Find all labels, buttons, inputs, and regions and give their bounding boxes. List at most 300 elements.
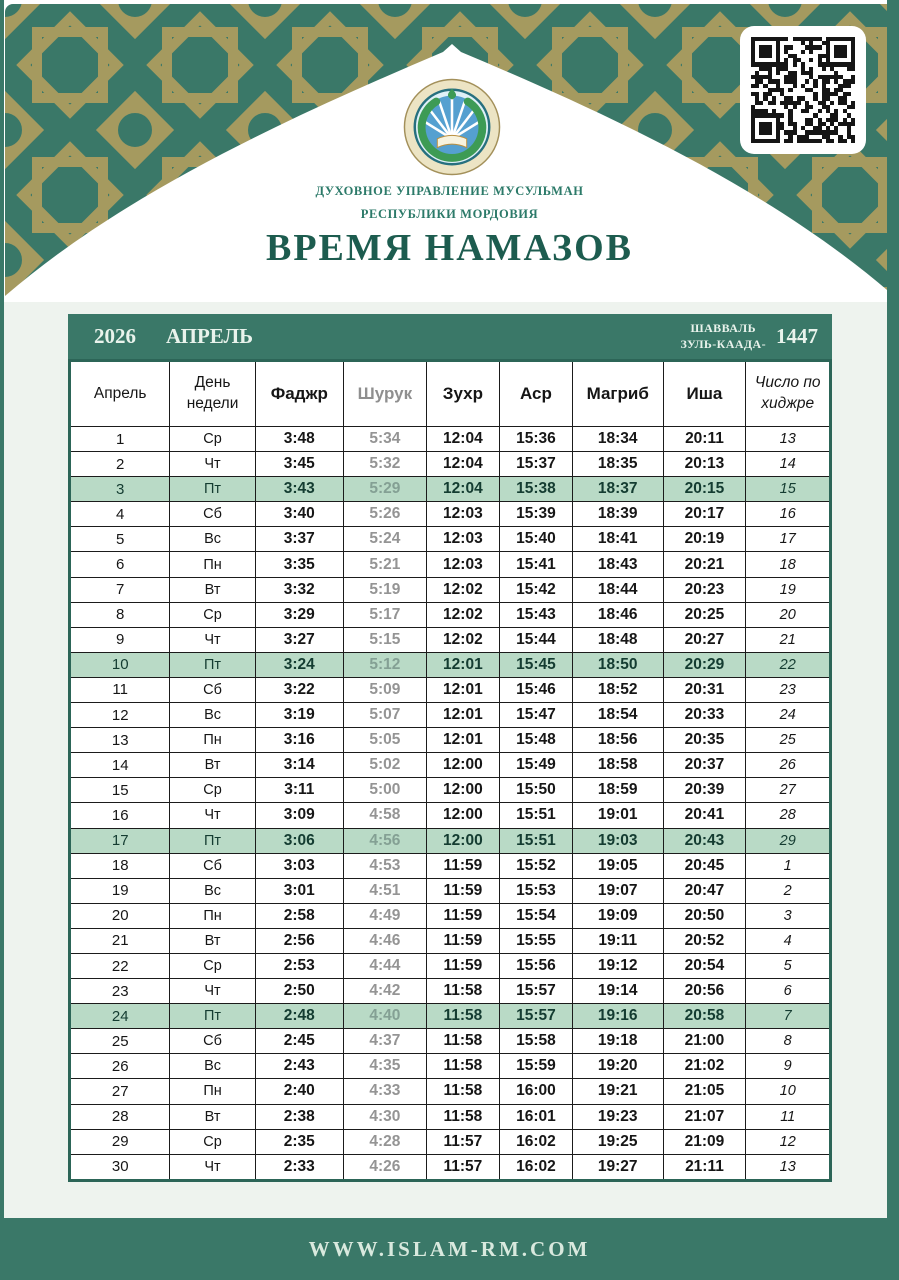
column-header-isha: Иша <box>663 361 746 427</box>
cell-shuruk: 5:19 <box>343 577 426 602</box>
cell-date: 12 <box>70 703 170 728</box>
cell-hijri: 29 <box>746 828 831 853</box>
cell-zuhr: 11:59 <box>426 928 499 953</box>
cell-zuhr: 11:59 <box>426 853 499 878</box>
cell-isha: 21:00 <box>663 1029 746 1054</box>
cell-zuhr: 12:01 <box>426 652 499 677</box>
cell-asr: 15:47 <box>499 703 572 728</box>
table-row <box>70 853 831 878</box>
cell-hijri: 18 <box>746 552 831 577</box>
table-row <box>70 677 831 702</box>
cell-day: Чт <box>170 627 255 652</box>
hijri-month-1: ШАВВАЛЬ <box>690 320 756 335</box>
table-row <box>70 979 831 1004</box>
table-row <box>70 1054 831 1079</box>
cell-isha: 20:50 <box>663 903 746 928</box>
cell-shuruk: 5:26 <box>343 502 426 527</box>
cell-shuruk: 4:28 <box>343 1129 426 1154</box>
cell-hijri: 13 <box>746 427 831 452</box>
qr-code <box>740 26 866 154</box>
cell-asr: 15:49 <box>499 753 572 778</box>
cell-fajr: 2:40 <box>255 1079 343 1104</box>
cell-date: 22 <box>70 953 170 978</box>
year-label: 2026 <box>94 324 136 348</box>
cell-date: 17 <box>70 828 170 853</box>
cell-fajr: 3:32 <box>255 577 343 602</box>
cell-fajr: 2:48 <box>255 1004 343 1029</box>
cell-asr: 15:50 <box>499 778 572 803</box>
cell-date: 8 <box>70 602 170 627</box>
cell-hijri: 13 <box>746 1154 831 1180</box>
cell-maghrib: 18:52 <box>572 677 663 702</box>
column-header-hijri: Число по хиджре <box>746 361 831 427</box>
cell-maghrib: 18:34 <box>572 427 663 452</box>
cell-zuhr: 12:03 <box>426 527 499 552</box>
cell-isha: 21:09 <box>663 1129 746 1154</box>
cell-isha: 20:35 <box>663 728 746 753</box>
table-row <box>70 627 831 652</box>
cell-shuruk: 4:51 <box>343 878 426 903</box>
org-name <box>0 180 899 226</box>
cell-maghrib: 19:25 <box>572 1129 663 1154</box>
cell-zuhr: 11:59 <box>426 903 499 928</box>
cell-maghrib: 19:27 <box>572 1154 663 1180</box>
cell-shuruk: 5:07 <box>343 703 426 728</box>
cell-isha: 20:29 <box>663 652 746 677</box>
table-row <box>70 1079 831 1104</box>
org-line-1: ДУХОВНОЕ УПРАВЛЕНИЕ МУСУЛЬМАН <box>315 184 584 198</box>
cell-shuruk: 4:35 <box>343 1054 426 1079</box>
cell-asr: 15:46 <box>499 677 572 702</box>
cell-day: Ср <box>170 953 255 978</box>
cell-fajr: 3:40 <box>255 502 343 527</box>
month-label: АПРЕЛЬ <box>166 324 254 348</box>
cell-hijri: 12 <box>746 1129 831 1154</box>
hijri-year-label: 1447 <box>776 324 818 348</box>
cell-asr: 15:43 <box>499 602 572 627</box>
cell-asr: 15:56 <box>499 953 572 978</box>
cell-isha: 20:45 <box>663 853 746 878</box>
cell-maghrib: 18:44 <box>572 577 663 602</box>
cell-isha: 20:54 <box>663 953 746 978</box>
cell-hijri: 28 <box>746 803 831 828</box>
table-row <box>70 602 831 627</box>
cell-isha: 20:17 <box>663 502 746 527</box>
cell-fajr: 3:09 <box>255 803 343 828</box>
cell-maghrib: 18:35 <box>572 452 663 477</box>
cell-asr: 15:42 <box>499 577 572 602</box>
cell-zuhr: 11:57 <box>426 1154 499 1180</box>
cell-shuruk: 4:40 <box>343 1004 426 1029</box>
table-row <box>70 477 831 502</box>
table-row <box>70 1029 831 1054</box>
cell-isha: 21:05 <box>663 1079 746 1104</box>
cell-date: 5 <box>70 527 170 552</box>
cell-asr: 15:40 <box>499 527 572 552</box>
cell-date: 1 <box>70 427 170 452</box>
cell-zuhr: 12:02 <box>426 602 499 627</box>
cell-shuruk: 4:56 <box>343 828 426 853</box>
cell-shuruk: 5:24 <box>343 527 426 552</box>
column-header-day: День недели <box>170 361 255 427</box>
gregorian-date <box>94 324 253 349</box>
cell-date: 21 <box>70 928 170 953</box>
cell-maghrib: 19:20 <box>572 1054 663 1079</box>
cell-day: Сб <box>170 677 255 702</box>
cell-maghrib: 19:01 <box>572 803 663 828</box>
cell-day: Вс <box>170 1054 255 1079</box>
cell-zuhr: 12:02 <box>426 627 499 652</box>
cell-fajr: 3:37 <box>255 527 343 552</box>
cell-zuhr: 12:04 <box>426 427 499 452</box>
calendar-bar <box>68 314 832 359</box>
cell-isha: 20:52 <box>663 928 746 953</box>
cell-shuruk: 5:02 <box>343 753 426 778</box>
cell-hijri: 5 <box>746 953 831 978</box>
cell-date: 24 <box>70 1004 170 1029</box>
cell-zuhr: 11:58 <box>426 1104 499 1129</box>
table-row <box>70 803 831 828</box>
cell-hijri: 24 <box>746 703 831 728</box>
cell-isha: 20:11 <box>663 427 746 452</box>
cell-date: 13 <box>70 728 170 753</box>
cell-fajr: 3:14 <box>255 753 343 778</box>
cell-zuhr: 11:59 <box>426 878 499 903</box>
cell-isha: 21:07 <box>663 1104 746 1129</box>
cell-isha: 20:23 <box>663 577 746 602</box>
qr-pattern <box>751 37 855 143</box>
table-row <box>70 577 831 602</box>
cell-shuruk: 5:05 <box>343 728 426 753</box>
cell-date: 16 <box>70 803 170 828</box>
hijri-months <box>681 321 766 352</box>
website-label: WWW.ISLAM-RM.COM <box>308 1236 591 1261</box>
cell-maghrib: 19:16 <box>572 1004 663 1029</box>
cell-zuhr: 12:00 <box>426 803 499 828</box>
cell-shuruk: 5:21 <box>343 552 426 577</box>
cell-fajr: 3:06 <box>255 828 343 853</box>
cell-asr: 15:57 <box>499 1004 572 1029</box>
cell-day: Ср <box>170 778 255 803</box>
cell-date: 11 <box>70 677 170 702</box>
cell-hijri: 19 <box>746 577 831 602</box>
cell-asr: 15:53 <box>499 878 572 903</box>
cell-maghrib: 19:05 <box>572 853 663 878</box>
cell-fajr: 3:22 <box>255 677 343 702</box>
cell-date: 30 <box>70 1154 170 1180</box>
cell-hijri: 22 <box>746 652 831 677</box>
cell-isha: 20:41 <box>663 803 746 828</box>
cell-day: Вт <box>170 577 255 602</box>
cell-fajr: 2:38 <box>255 1104 343 1129</box>
table-row <box>70 903 831 928</box>
cell-date: 3 <box>70 477 170 502</box>
cell-zuhr: 12:01 <box>426 728 499 753</box>
cell-hijri: 23 <box>746 677 831 702</box>
cell-fajr: 3:27 <box>255 627 343 652</box>
cell-date: 10 <box>70 652 170 677</box>
table-row <box>70 452 831 477</box>
cell-maghrib: 19:18 <box>572 1029 663 1054</box>
table-row <box>70 527 831 552</box>
cell-fajr: 2:43 <box>255 1054 343 1079</box>
cell-fajr: 3:45 <box>255 452 343 477</box>
cell-fajr: 3:35 <box>255 552 343 577</box>
cell-maghrib: 18:54 <box>572 703 663 728</box>
cell-day: Пн <box>170 552 255 577</box>
cell-hijri: 16 <box>746 502 831 527</box>
cell-date: 28 <box>70 1104 170 1129</box>
cell-date: 27 <box>70 1079 170 1104</box>
cell-hijri: 11 <box>746 1104 831 1129</box>
cell-isha: 20:33 <box>663 703 746 728</box>
cell-maghrib: 18:56 <box>572 728 663 753</box>
cell-fajr: 2:50 <box>255 979 343 1004</box>
cell-zuhr: 12:04 <box>426 452 499 477</box>
cell-day: Пн <box>170 903 255 928</box>
cell-asr: 16:01 <box>499 1104 572 1129</box>
cell-day: Пт <box>170 828 255 853</box>
cell-isha: 20:58 <box>663 1004 746 1029</box>
cell-shuruk: 4:44 <box>343 953 426 978</box>
cell-asr: 15:45 <box>499 652 572 677</box>
cell-date: 25 <box>70 1029 170 1054</box>
cell-day: Ср <box>170 602 255 627</box>
cell-fajr: 2:45 <box>255 1029 343 1054</box>
cell-day: Вт <box>170 928 255 953</box>
cell-fajr: 2:56 <box>255 928 343 953</box>
footer-band <box>0 1218 899 1280</box>
cell-date: 4 <box>70 502 170 527</box>
cell-date: 7 <box>70 577 170 602</box>
cell-day: Сб <box>170 502 255 527</box>
cell-hijri: 27 <box>746 778 831 803</box>
cell-maghrib: 18:48 <box>572 627 663 652</box>
cell-maghrib: 18:50 <box>572 652 663 677</box>
cell-date: 2 <box>70 452 170 477</box>
cell-maghrib: 18:59 <box>572 778 663 803</box>
cell-shuruk: 5:12 <box>343 652 426 677</box>
cell-asr: 15:51 <box>499 803 572 828</box>
column-header-shuruk: Шурук <box>343 361 426 427</box>
cell-date: 6 <box>70 552 170 577</box>
cell-asr: 15:39 <box>499 502 572 527</box>
cell-zuhr: 11:59 <box>426 953 499 978</box>
cell-zuhr: 11:58 <box>426 1079 499 1104</box>
table-row <box>70 778 831 803</box>
cell-day: Чт <box>170 803 255 828</box>
header-row <box>70 361 831 427</box>
cell-asr: 15:38 <box>499 477 572 502</box>
cell-day: Вс <box>170 527 255 552</box>
cell-zuhr: 12:04 <box>426 477 499 502</box>
cell-hijri: 7 <box>746 1004 831 1029</box>
cell-fajr: 3:11 <box>255 778 343 803</box>
org-logo <box>403 78 501 176</box>
table-row <box>70 552 831 577</box>
cell-fajr: 3:19 <box>255 703 343 728</box>
cell-maghrib: 18:39 <box>572 502 663 527</box>
column-header-zuhr: Зухр <box>426 361 499 427</box>
cell-maghrib: 18:37 <box>572 477 663 502</box>
cell-fajr: 2:33 <box>255 1154 343 1180</box>
cell-zuhr: 12:03 <box>426 552 499 577</box>
cell-date: 19 <box>70 878 170 903</box>
cell-hijri: 9 <box>746 1054 831 1079</box>
cell-zuhr: 12:03 <box>426 502 499 527</box>
cell-hijri: 21 <box>746 627 831 652</box>
cell-fajr: 2:35 <box>255 1129 343 1154</box>
cell-day: Ср <box>170 1129 255 1154</box>
cell-zuhr: 12:02 <box>426 577 499 602</box>
prayer-table <box>68 359 832 1182</box>
cell-asr: 15:51 <box>499 828 572 853</box>
cell-day: Чт <box>170 979 255 1004</box>
cell-hijri: 6 <box>746 979 831 1004</box>
cell-shuruk: 5:15 <box>343 627 426 652</box>
cell-maghrib: 18:46 <box>572 602 663 627</box>
cell-date: 18 <box>70 853 170 878</box>
cell-shuruk: 5:17 <box>343 602 426 627</box>
cell-day: Пт <box>170 1004 255 1029</box>
cell-isha: 21:02 <box>663 1054 746 1079</box>
cell-asr: 15:54 <box>499 903 572 928</box>
cell-shuruk: 4:37 <box>343 1029 426 1054</box>
cell-shuruk: 5:34 <box>343 427 426 452</box>
cell-shuruk: 5:00 <box>343 778 426 803</box>
cell-maghrib: 19:11 <box>572 928 663 953</box>
cell-shuruk: 5:32 <box>343 452 426 477</box>
table-row <box>70 1004 831 1029</box>
cell-hijri: 17 <box>746 527 831 552</box>
cell-hijri: 10 <box>746 1079 831 1104</box>
cell-shuruk: 4:53 <box>343 853 426 878</box>
cell-day: Сб <box>170 853 255 878</box>
table-row <box>70 652 831 677</box>
cell-hijri: 26 <box>746 753 831 778</box>
cell-asr: 15:59 <box>499 1054 572 1079</box>
cell-date: 14 <box>70 753 170 778</box>
table-row <box>70 427 831 452</box>
table-row <box>70 1104 831 1129</box>
hijri-month-2: ЗУЛЬ-КААДА- <box>680 336 766 351</box>
column-header-maghrib: Магриб <box>572 361 663 427</box>
cell-day: Вс <box>170 703 255 728</box>
cell-date: 15 <box>70 778 170 803</box>
cell-asr: 15:44 <box>499 627 572 652</box>
cell-shuruk: 4:49 <box>343 903 426 928</box>
cell-zuhr: 11:58 <box>426 1004 499 1029</box>
cell-shuruk: 4:30 <box>343 1104 426 1129</box>
cell-zuhr: 12:01 <box>426 703 499 728</box>
table-row <box>70 728 831 753</box>
cell-fajr: 3:16 <box>255 728 343 753</box>
cell-zuhr: 12:01 <box>426 677 499 702</box>
cell-shuruk: 4:26 <box>343 1154 426 1180</box>
cell-asr: 15:55 <box>499 928 572 953</box>
org-line-2: РЕСПУБЛИКИ МОРДОВИЯ <box>360 207 539 222</box>
cell-asr: 16:02 <box>499 1129 572 1154</box>
cell-shuruk: 4:58 <box>343 803 426 828</box>
cell-asr: 15:48 <box>499 728 572 753</box>
cell-day: Вт <box>170 1104 255 1129</box>
table-row <box>70 828 831 853</box>
table-row <box>70 502 831 527</box>
cell-maghrib: 19:21 <box>572 1079 663 1104</box>
cell-hijri: 3 <box>746 903 831 928</box>
cell-asr: 16:00 <box>499 1079 572 1104</box>
cell-zuhr: 12:00 <box>426 778 499 803</box>
cell-asr: 15:58 <box>499 1029 572 1054</box>
cell-shuruk: 4:46 <box>343 928 426 953</box>
cell-isha: 20:13 <box>663 452 746 477</box>
cell-date: 9 <box>70 627 170 652</box>
cell-hijri: 25 <box>746 728 831 753</box>
cell-day: Пт <box>170 652 255 677</box>
column-header-date: Апрель <box>70 361 170 427</box>
cell-isha: 20:15 <box>663 477 746 502</box>
cell-day: Чт <box>170 452 255 477</box>
cell-asr: 15:37 <box>499 452 572 477</box>
cell-asr: 16:02 <box>499 1154 572 1180</box>
cell-zuhr: 11:58 <box>426 1054 499 1079</box>
table-row <box>70 878 831 903</box>
cell-fajr: 3:29 <box>255 602 343 627</box>
cell-hijri: 20 <box>746 602 831 627</box>
cell-isha: 20:27 <box>663 627 746 652</box>
cell-hijri: 14 <box>746 452 831 477</box>
cell-hijri: 2 <box>746 878 831 903</box>
cell-zuhr: 11:57 <box>426 1129 499 1154</box>
cell-isha: 20:37 <box>663 753 746 778</box>
cell-fajr: 2:58 <box>255 903 343 928</box>
column-header-asr: Аср <box>499 361 572 427</box>
table-row <box>70 1154 831 1180</box>
cell-isha: 20:39 <box>663 778 746 803</box>
cell-shuruk: 4:33 <box>343 1079 426 1104</box>
cell-zuhr: 12:00 <box>426 828 499 853</box>
cell-isha: 20:47 <box>663 878 746 903</box>
column-header-fajr: Фаджр <box>255 361 343 427</box>
table-row <box>70 1129 831 1154</box>
cell-date: 23 <box>70 979 170 1004</box>
cell-day: Пн <box>170 728 255 753</box>
cell-maghrib: 19:07 <box>572 878 663 903</box>
cell-shuruk: 5:29 <box>343 477 426 502</box>
table-row <box>70 703 831 728</box>
cell-date: 20 <box>70 903 170 928</box>
cell-asr: 15:52 <box>499 853 572 878</box>
page-title: ВРЕМЯ НАМАЗОВ <box>265 227 634 269</box>
cell-day: Пн <box>170 1079 255 1104</box>
cell-day: Сб <box>170 1029 255 1054</box>
cell-zuhr: 11:58 <box>426 1029 499 1054</box>
cell-fajr: 3:03 <box>255 853 343 878</box>
cell-fajr: 3:48 <box>255 427 343 452</box>
cell-hijri: 4 <box>746 928 831 953</box>
cell-zuhr: 11:58 <box>426 979 499 1004</box>
cell-maghrib: 19:12 <box>572 953 663 978</box>
cell-date: 29 <box>70 1129 170 1154</box>
table-row <box>70 953 831 978</box>
cell-shuruk: 5:09 <box>343 677 426 702</box>
cell-day: Вт <box>170 753 255 778</box>
cell-asr: 15:36 <box>499 427 572 452</box>
cell-maghrib: 18:43 <box>572 552 663 577</box>
cell-hijri: 15 <box>746 477 831 502</box>
cell-fajr: 3:24 <box>255 652 343 677</box>
cell-isha: 20:56 <box>663 979 746 1004</box>
